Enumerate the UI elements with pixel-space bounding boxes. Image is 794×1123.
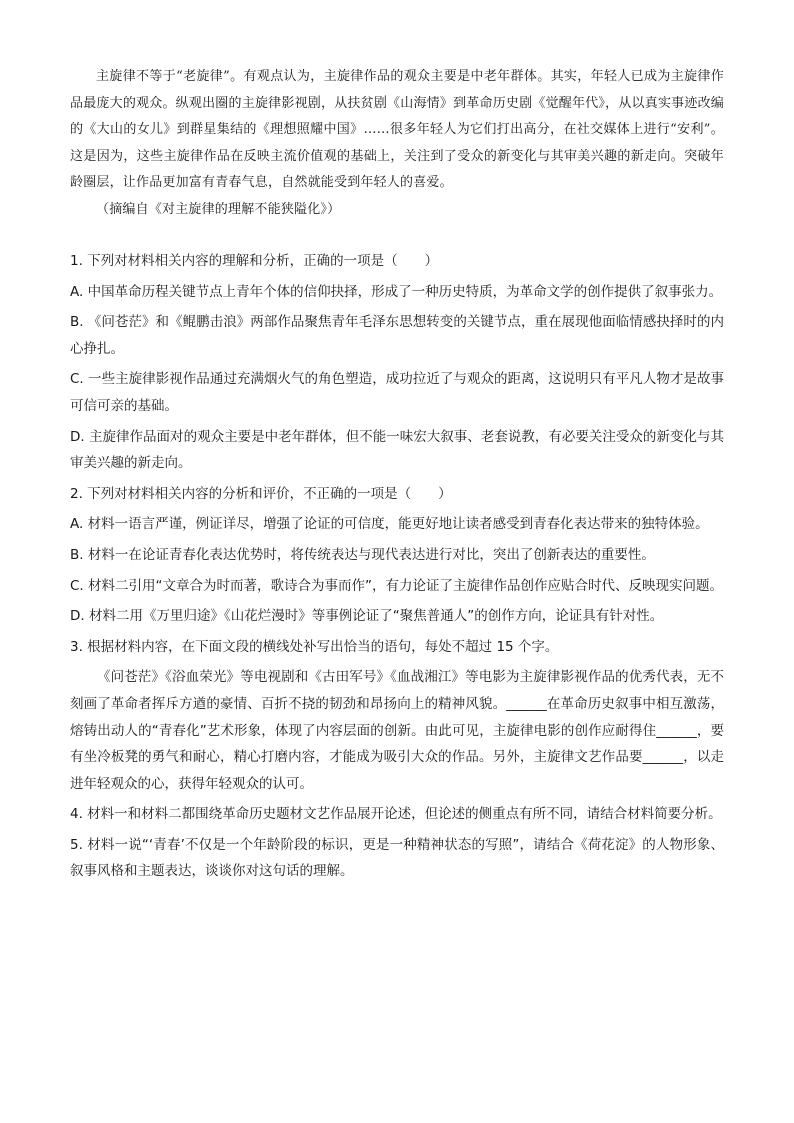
question-1-option-b: B. 《问苍茫》和《鲲鹏击浪》两部作品聚焦青年毛泽东思想转变的关键节点，重在展现他面临情感抉择时的内心挣扎。 (70, 314, 724, 357)
passage-paragraph: 主旋律不等于“老旋律”。有观点认为，主旋律作品的观众主要是中老年群体。其实，年轻人已成为主旋律作品最庞大的观众。纵观出圈的主旋律影视剧，从扶贫剧《山海情》到革命历史剧《觉醒年代》，从以真实事迹改编的《大山的女儿》到群星集结的《理想照耀中国》……很多年轻人为它们打出高分，在社交媒体上进行“安利”。这是因为，这些主旋律作品在反映主流价值观的基础上，关注到了受众的新变化与其审美兴趣的新走向。突破年龄圈层，让作品更加富有青春气息，自然就能受到年轻人的喜爱。 (70, 69, 724, 190)
question-3-passage: 《问苍茫》《浴血荣光》等电视剧和《古田军号》《血战湘江》等电影为主旋律影视作品的优秀代表，无不刻画了革命者挥斥方遒的豪情、百折不挠的韧劲和昂扬向上的精神风貌。______在革命历史叙事中相互激荡，熔铸出动人的“青春化”艺术形象，体现了内容层面的创新。由此可见，主旋律电影的创作应耐得住______，要有坐冷板凳的勇气和耐心，精心打磨内容，才能成为吸引大众的作品。另外，主旋律文艺作品要______，以走进年轻观众的心，获得年轻观众的认可。 (70, 669, 724, 792)
question-1-option-c: C. 一些主旋律影视作品通过充满烟火气的角色塑造，成功拉近了与观众的距离，这说明只有平凡人物才是故事可信可亲的基础。 (70, 371, 724, 414)
question-2-option-a: A. 材料一语言严谨，例证详尽，增强了论证的可信度，能更好地让读者感受到青春化表达带来的独特体验。 (70, 516, 709, 533)
question-2-option-b: B. 材料一在论证青春化表达优势时，将传统表达与现代表达进行对比，突出了创新表达的重要性。 (70, 546, 655, 563)
question-5-stem: 5. 材料一说“‘青春’不仅是一个年龄阶段的标识，更是一种精神状态的写照”，请结合《荷花淀》的人物形象、叙事风格和主题表达，谈谈你对这句话的理解。 (70, 836, 724, 880)
question-1-option-d: D. 主旋律作品面对的观众主要是中老年群体，但不能一味宏大叙事、老套说教，有必要关注受众的新变化与其审美兴趣的新走向。 (70, 428, 724, 472)
question-1-option-a: A. 中国革命历程关键节点上青年个体的信仰抉择，形成了一种历史特质，为革命文学的创作提供了叙事张力。 (70, 283, 723, 300)
question-4-stem: 4. 材料一和材料二都围绕革命历史题材文艺作品展开论述，但论述的侧重点有所不同，请结合材料简要分析。 (70, 806, 722, 823)
question-3-stem: 3. 根据材料内容，在下面文段的横线处补写出恰当的语句，每处不超过 15 个字。 (70, 638, 559, 655)
reading-passage (70, 64, 724, 223)
question-2-stem: 2. 下列对材料相关内容的分析和评价，不正确的一项是（ ） (70, 485, 452, 502)
question-1-stem: 1. 下列对材料相关内容的理解和分析，正确的一项是（ ） (70, 253, 439, 269)
passage-source: （摘编自《对主旋律的理解不能狭隘化》） (96, 201, 341, 217)
question-2-option-d: D. 材料二用《万里归途》《山花烂漫时》等事例论证了“聚焦普通人”的创作方向，论证具有针对性。 (70, 608, 664, 625)
question-2-option-c: C. 材料二引用“文章合为时而著，歌诗合为事而作”，有力论证了主旋律作品创作应贴合时代、反映现实问题。 (70, 577, 723, 594)
questions-section (70, 248, 724, 889)
